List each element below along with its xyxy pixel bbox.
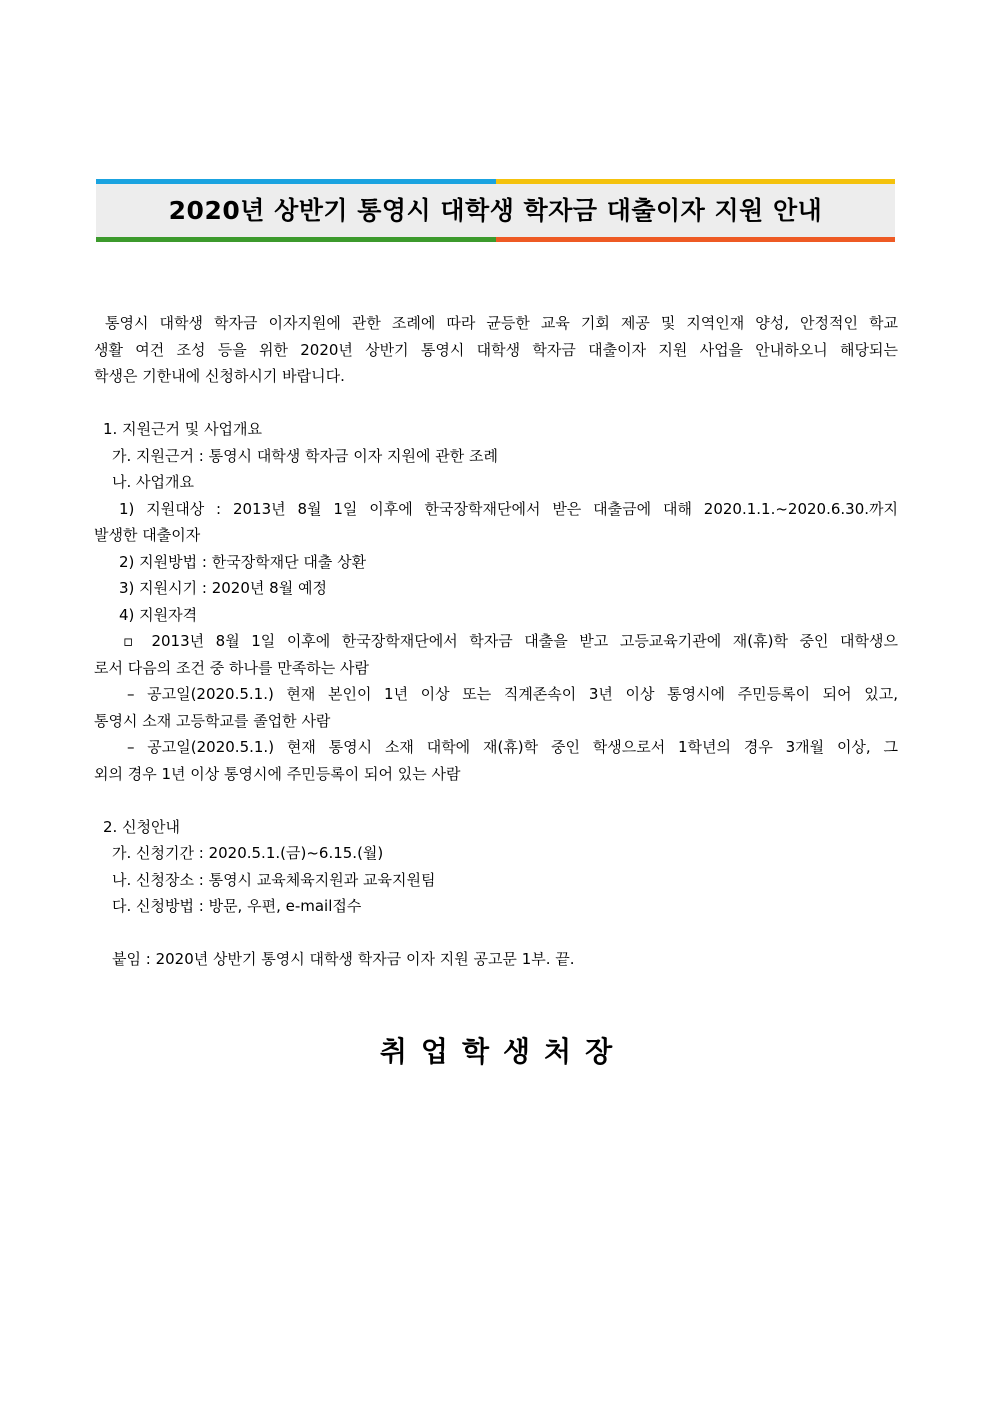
condition-1: – 공고일(2020.5.1.) 현재 본인이 1년 이상 또는 직계존속이 3년 이상 통영시에 주민등록이 되어 있고, (127, 685, 898, 703)
qualification-main-cont: 로서 다음의 조건 중 하나를 만족하는 사람 (94, 658, 369, 677)
document-body (94, 310, 898, 973)
page-title: 2020년 상반기 통영시 대학생 학자금 대출이자 지원 안내 (168, 196, 823, 225)
section1-timing: 3) 지원시기 : 2020년 8월 예정 (119, 579, 327, 597)
signature: 취업학생처장 (379, 1035, 627, 1068)
section1-heading: 1. 지원근거 및 사업개요 (103, 420, 263, 438)
intro-line: 학생은 기한내에 신청하시기 바랍니다. (94, 367, 345, 385)
intro-line: 통영시 대학생 학자금 이자지원에 관한 조례에 따라 균등한 교육 기회 제공 및 지역인재 양성, 안정적인 학교 (94, 314, 898, 332)
section1-target-cont: 발생한 대출이자 (94, 526, 201, 544)
qualification-main: ▫ 2013년 8월 1일 이후에 한국장학재단에서 학자금 대출을 받고 고등교육기관에 재(휴)학 중인 대학생으 (123, 632, 898, 650)
section2-place: 나. 신청장소 : 통영시 교육체육지원과 교육지원팀 (112, 870, 436, 889)
intro-line: 생활 여건 조성 등을 위한 2020년 상반기 통영시 대학생 학자금 대출이자 지원 사업을 안내하오니 해당되는 (94, 340, 898, 359)
title-banner (96, 179, 895, 244)
section1-overview: 나. 사업개요 (112, 473, 194, 491)
condition-1-cont: 통영시 소재 고등학교를 졸업한 사람 (94, 711, 331, 730)
section2-method: 다. 신청방법 : 방문, 우편, e-mail접수 (112, 897, 362, 915)
condition-2: – 공고일(2020.5.1.) 현재 통영시 소재 대학에 재(휴)학 중인 학생으로서 1학년의 경우 3개월 이상, 그 (127, 738, 898, 756)
condition-2-cont: 외의 경우 1년 이상 통영시에 주민등록이 되어 있는 사람 (94, 764, 461, 783)
section1-method: 2) 지원방법 : 한국장학재단 대출 상환 (119, 552, 367, 571)
section2-heading: 2. 신청안내 (103, 817, 181, 836)
section1-target: 1) 지원대상 : 2013년 8월 1일 이후에 한국장학재단에서 받은 대출금에 대해 2020.1.1.~2020.6.30.까지 (119, 499, 898, 518)
section1-basis: 가. 지원근거 : 통영시 대학생 학자금 이자 지원에 관한 조례 (112, 446, 499, 465)
section2-period: 가. 신청기간 : 2020.5.1.(금)~6.15.(월) (112, 844, 384, 862)
title-bar-bottom-green (96, 237, 496, 242)
attachment-note: 붙임 : 2020년 상반기 통영시 대학생 학자금 이자 지원 공고문 1부. 끝. (112, 950, 575, 968)
section1-qualification: 4) 지원자격 (119, 605, 198, 624)
title-bar-bottom-orange (496, 237, 895, 242)
